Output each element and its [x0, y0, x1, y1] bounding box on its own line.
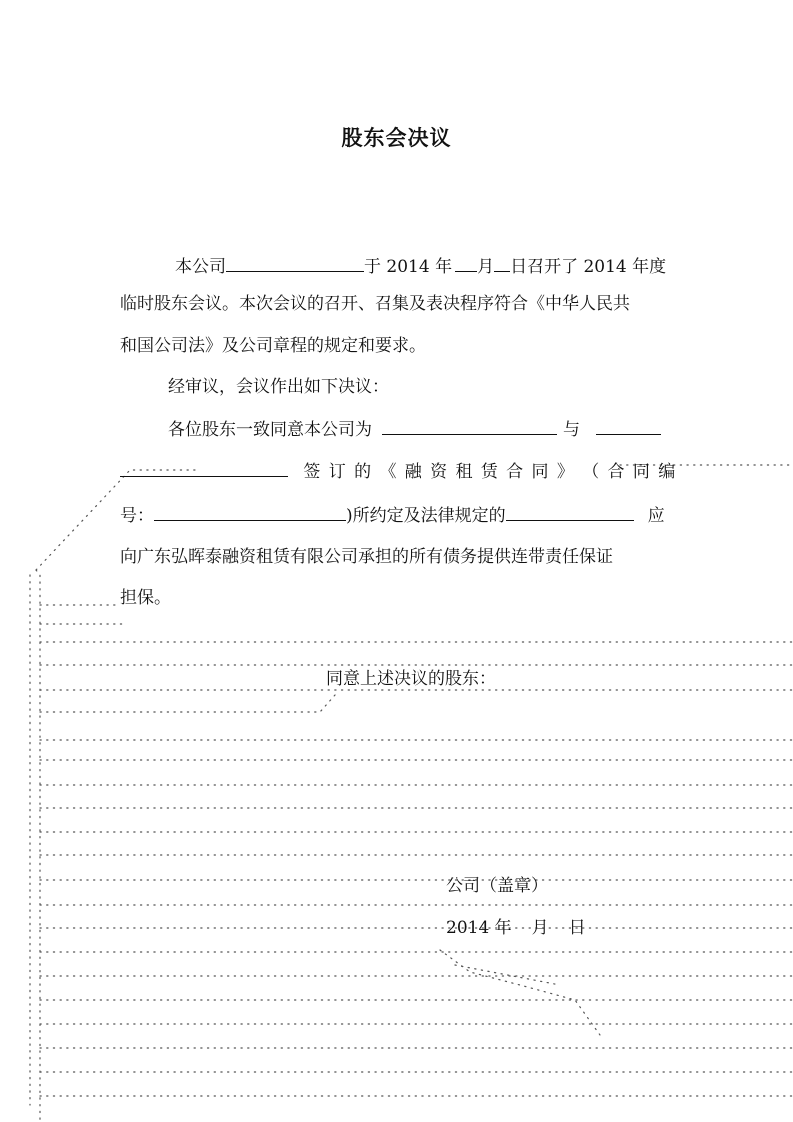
resolution-line3-mid: )所约定及法律规定的	[346, 506, 506, 526]
meeting-date-year: 于 2014 年	[364, 257, 453, 277]
char: 赁	[480, 462, 498, 482]
char: 》	[556, 462, 574, 482]
char: 合	[607, 462, 625, 482]
resolution-intro: 各位股东一致同意本公司为	[168, 420, 372, 440]
day-blank[interactable]	[494, 253, 510, 272]
contract-number-blank[interactable]	[154, 502, 346, 521]
char: 合	[506, 462, 524, 482]
company-prefix: 本公司	[175, 257, 226, 277]
page-title: 股东会决议	[341, 125, 452, 150]
guarantee-party-blank[interactable]	[382, 416, 557, 435]
seal-label: 公司（盖章）	[446, 876, 548, 896]
date-month: 月	[531, 918, 549, 938]
char: 租	[455, 462, 473, 482]
obligation-blank[interactable]	[506, 502, 634, 521]
date-year: 2014 年	[446, 918, 512, 938]
shareholders-label: 同意上述决议的股东：	[326, 669, 496, 689]
counterparty-blank-part2[interactable]	[120, 458, 288, 477]
char: 融	[404, 462, 422, 482]
char: 编	[658, 462, 676, 482]
counterparty-blank-part1[interactable]	[596, 416, 661, 435]
char: （	[582, 462, 600, 482]
resolution-line1	[168, 416, 661, 442]
char: 资	[430, 462, 448, 482]
char: 订	[328, 462, 346, 482]
char: 《	[379, 462, 397, 482]
resolution-line3	[120, 502, 665, 528]
meeting-date-month: 月	[477, 257, 495, 277]
contract-title-chars	[303, 460, 675, 484]
resolution-line2	[120, 458, 675, 484]
review-line: 经审议，会议作出如下决议：	[168, 377, 389, 397]
paragraph1-line3: 和国公司法》及公司章程的规定和要求。	[120, 336, 426, 356]
resolution-line4: 向广东弘晖泰融资租赁有限公司承担的所有债务提供连带责任保证	[120, 547, 613, 567]
month-blank[interactable]	[455, 253, 477, 272]
char: 同	[632, 462, 650, 482]
char: 同	[531, 462, 549, 482]
char: 的	[354, 462, 372, 482]
paragraph1-line1	[175, 253, 666, 279]
char: 签	[303, 462, 321, 482]
resolution-line3-end: 应	[647, 506, 665, 526]
company-name-blank[interactable]	[226, 253, 364, 272]
date-line	[446, 916, 586, 940]
meeting-date-rest: 日召开了 2014 年度	[510, 257, 667, 277]
contract-number-label: 号：	[120, 506, 154, 526]
resolution-line5: 担保。	[120, 588, 171, 608]
resolution-with: 与	[563, 420, 580, 440]
date-day: 日	[568, 918, 586, 938]
paragraph1-line2: 临时股东会议。本次会议的召开、召集及表决程序符合《中华人民共	[120, 294, 630, 314]
